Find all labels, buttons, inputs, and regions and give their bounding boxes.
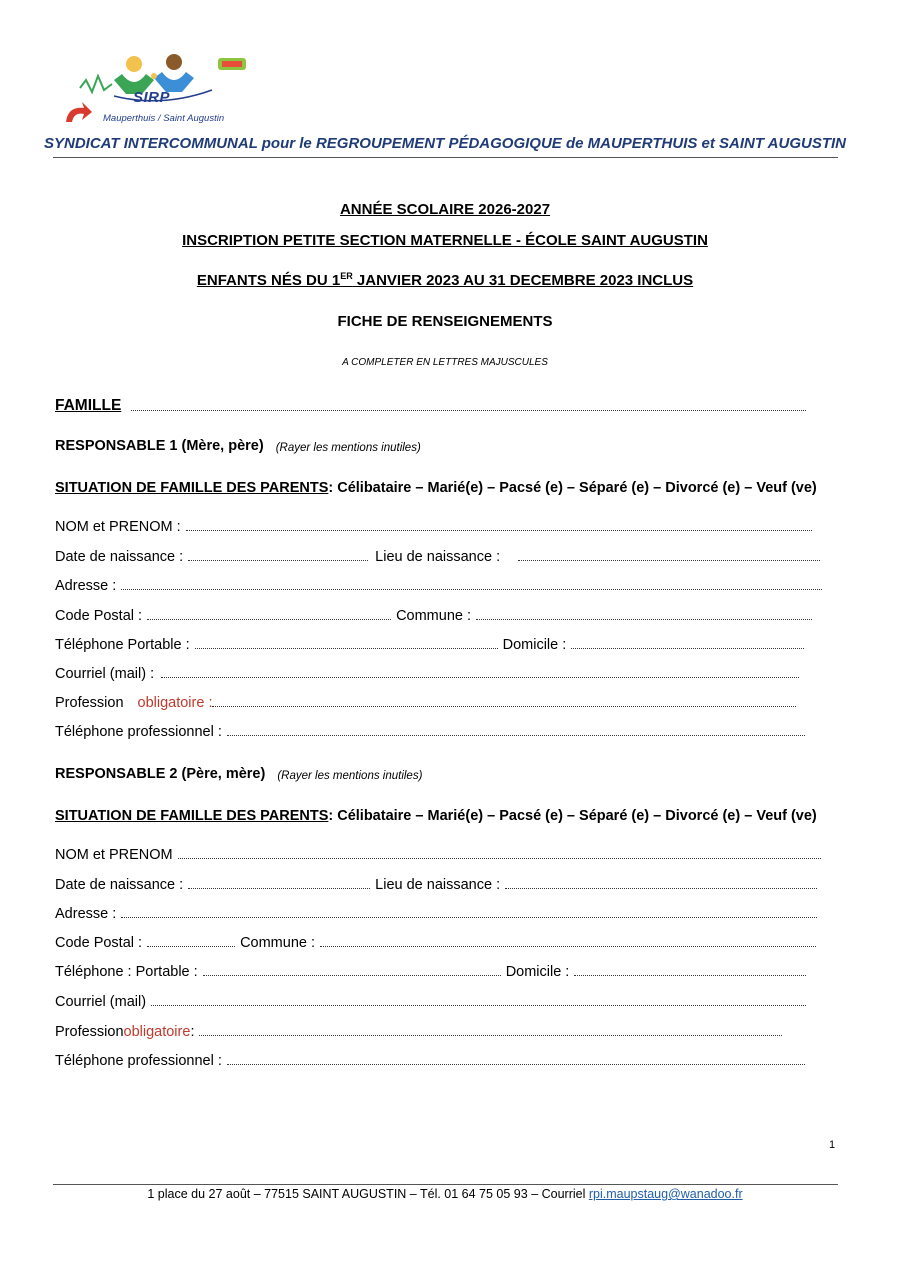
syndicat-header: SYNDICAT INTERCOMMUNAL pour le REGROUPEMENT PÉDAGOGIQUE de MAUPERTHUIS et SAINT AUGUSTIN (44, 135, 846, 152)
resp2-adresse-label: Adresse : (55, 906, 117, 922)
resp2-adresse-field[interactable] (121, 916, 817, 918)
resp1-adresse-field[interactable] (121, 588, 822, 590)
title-annee: ANNÉE SCOLAIRE 2026-2027 (339, 201, 551, 218)
resp2-profession-row (55, 1020, 782, 1040)
resp2-date-field[interactable] (188, 887, 370, 889)
resp2-domicile-field[interactable] (574, 974, 806, 976)
title-enfants-pre: ENFANTS NÉS DU 1 (196, 272, 341, 289)
resp1-courriel-label: Courriel (mail) : (55, 666, 155, 682)
resp2-tel-label: Téléphone : Portable : (55, 964, 198, 980)
resp1-profession-field[interactable] (212, 705, 796, 707)
resp2-lieu-label: Lieu de naissance : (375, 877, 501, 893)
resp2-cp-label: Code Postal : (55, 935, 143, 951)
resp1-date-field[interactable] (188, 559, 368, 561)
resp1-telpro-row (55, 720, 805, 740)
resp1-date-row (55, 545, 820, 565)
resp2-nom-field[interactable] (178, 857, 821, 859)
resp2-nom-label: NOM et PRENOM (55, 847, 173, 863)
resp2-profession-label: Profession (55, 1024, 124, 1040)
resp1-nom-row (55, 515, 812, 535)
resp2-title: RESPONSABLE 2 (Père, mère) (55, 766, 266, 782)
resp1-situation-label: SITUATION DE FAMILLE DES PARENTS (55, 480, 329, 496)
resp1-commune-label: Commune : (396, 608, 472, 624)
resp2-telpro-row (55, 1049, 805, 1069)
resp1-telpro-label: Téléphone professionnel : (55, 724, 222, 740)
title-inscription: INSCRIPTION PETITE SECTION MATERNELLE - ÉCOLE SAINT AUGUSTIN (182, 232, 708, 249)
resp2-date-label: Date de naissance : (55, 877, 184, 893)
resp1-courriel-row (55, 662, 799, 682)
resp1-note: (Rayer les mentions inutiles) (275, 442, 421, 454)
resp1-situation-row (55, 476, 817, 496)
resp2-date-row (55, 873, 817, 893)
famille-label: FAMILLE (55, 397, 122, 414)
resp2-courriel-label: Courriel (mail) (55, 994, 147, 1010)
resp1-courriel-field[interactable] (161, 676, 799, 678)
resp1-domicile-label: Domicile : (502, 637, 567, 653)
footer-email-link[interactable]: rpi.maupstaug@wanadoo.fr (588, 1187, 743, 1201)
title-fiche: FICHE DE RENSEIGNEMENTS (337, 313, 553, 330)
resp1-nom-field[interactable] (186, 529, 812, 531)
resp1-title-row (55, 434, 421, 454)
resp1-lieu-label: Lieu de naissance : (375, 549, 501, 565)
resp1-cp-field[interactable] (147, 618, 391, 620)
resp1-cp-label: Code Postal : (55, 608, 143, 624)
resp2-profession-field[interactable] (199, 1034, 782, 1036)
hint-majuscules: A COMPLETER EN LETTRES MAJUSCULES (342, 357, 548, 368)
resp1-adresse-label: Adresse : (55, 578, 117, 594)
resp1-lieu-field[interactable] (518, 559, 820, 561)
footer-address: 1 place du 27 août – 77515 SAINT AUGUSTIN – Tél. 01 64 75 05 93 – Courriel (147, 1187, 589, 1201)
resp2-cp-row (55, 931, 816, 951)
resp1-obligatoire: obligatoire : (137, 695, 213, 711)
resp1-profession-row (55, 691, 796, 711)
footer (0, 1187, 890, 1201)
resp1-domicile-field[interactable] (571, 647, 804, 649)
resp1-tel-field[interactable] (195, 647, 498, 649)
resp1-tel-row (55, 633, 804, 653)
title-enfants-post: JANVIER 2023 AU 31 DECEMBRE 2023 INCLUS (352, 272, 694, 289)
resp2-telpro-label: Téléphone professionnel : (55, 1053, 222, 1069)
logo-subtitle: Mauperthuis / Saint Augustin (103, 113, 225, 124)
header-divider (53, 157, 838, 158)
resp2-commune-field[interactable] (320, 945, 816, 947)
resp1-situation-options[interactable]: : Célibataire – Marié(e) – Pacsé (e) – Séparé (e) – Divorcé (e) – Veuf (ve) (328, 480, 817, 496)
footer-divider (53, 1184, 838, 1185)
resp2-title-row (55, 762, 422, 782)
resp2-tel-row (55, 960, 806, 980)
resp2-domicile-label: Domicile : (505, 964, 570, 980)
resp2-lieu-field[interactable] (505, 887, 817, 889)
resp2-obligatoire-suffix: : (190, 1024, 195, 1040)
resp1-date-label: Date de naissance : (55, 549, 184, 565)
resp2-situation-row (55, 804, 817, 824)
title-enfants (0, 272, 890, 289)
resp2-situation-label: SITUATION DE FAMILLE DES PARENTS (55, 808, 329, 824)
resp1-nom-label: NOM et PRENOM : (55, 519, 181, 535)
famille-field[interactable] (131, 409, 806, 411)
resp2-obligatoire: obligatoire (123, 1024, 191, 1040)
resp2-courriel-row (55, 990, 806, 1010)
resp2-tel-field[interactable] (203, 974, 501, 976)
title-enfants-sup: ER (340, 271, 353, 281)
resp2-courriel-field[interactable] (151, 1004, 806, 1006)
resp1-cp-row (55, 604, 812, 624)
resp2-adresse-row (55, 902, 817, 922)
resp2-cp-field[interactable] (147, 945, 235, 947)
logo-name: SIRP (133, 89, 171, 106)
resp2-telpro-field[interactable] (227, 1063, 805, 1065)
famille-row (55, 395, 806, 415)
resp2-note: (Rayer les mentions inutiles) (277, 770, 423, 782)
resp2-commune-label: Commune : (240, 935, 316, 951)
resp1-tel-label: Téléphone Portable : (55, 637, 190, 653)
resp1-profession-label: Profession (55, 695, 124, 711)
resp1-adresse-row (55, 574, 822, 594)
resp1-telpro-field[interactable] (227, 734, 805, 736)
page-number: 1 (829, 1139, 836, 1151)
resp1-title: RESPONSABLE 1 (Mère, père) (55, 438, 264, 454)
resp2-situation-options[interactable]: : Célibataire – Marié(e) – Pacsé (e) – Séparé (e) – Divorcé (e) – Veuf (ve) (328, 808, 817, 824)
resp2-nom-row (55, 843, 821, 863)
resp1-commune-field[interactable] (476, 618, 812, 620)
